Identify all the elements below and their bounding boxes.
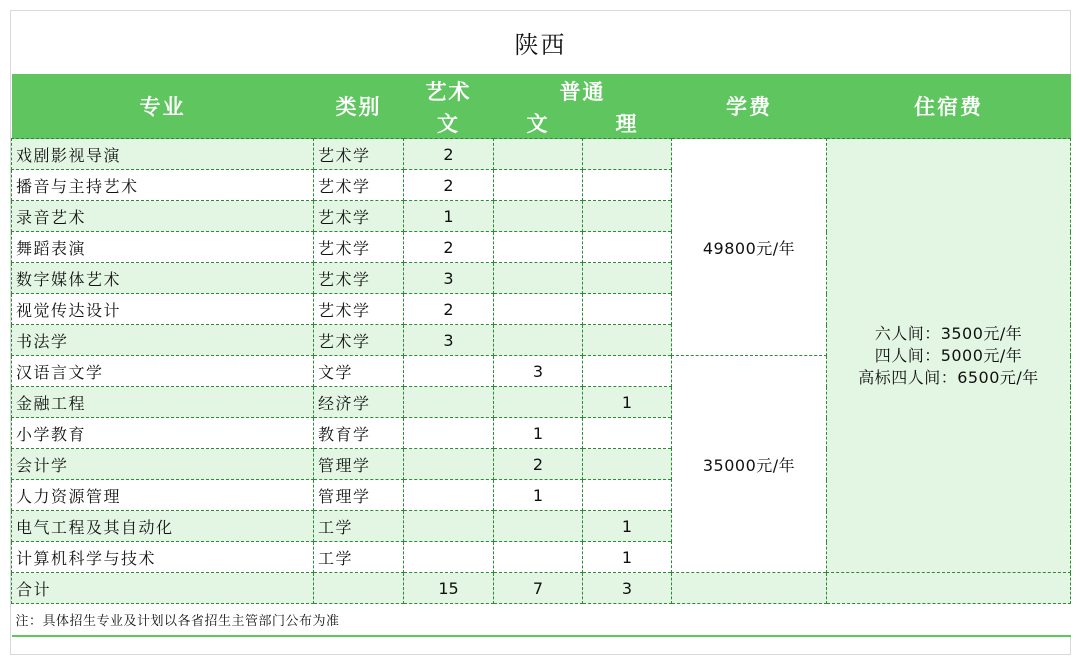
footnote: 注：具体招生专业及计划以各省招生主管部门公布为准 <box>12 604 1071 636</box>
art-count-cell <box>404 511 494 542</box>
wen-count-cell: 1 <box>494 418 583 449</box>
art-count-cell <box>404 480 494 511</box>
header-general: 普通 <box>494 74 672 107</box>
li-count-cell <box>583 480 672 511</box>
tuition-art-group: 49800元/年 <box>672 139 827 356</box>
wen-count-cell <box>494 232 583 263</box>
li-count-cell <box>583 449 672 480</box>
li-count-cell <box>583 170 672 201</box>
header-art: 艺术 <box>404 74 494 107</box>
page-title: 陕西 <box>514 31 567 59</box>
header-major: 专业 <box>12 74 314 139</box>
art-count-cell: 2 <box>404 139 494 170</box>
total-li-count: 3 <box>583 573 672 604</box>
major-cell: 金融工程 <box>12 387 314 418</box>
category-cell: 艺术学 <box>314 294 404 325</box>
tuition-general-group: 35000元/年 <box>672 356 827 573</box>
header-general-wen: 文 <box>494 107 583 139</box>
wen-count-cell <box>494 139 583 170</box>
art-count-cell <box>404 356 494 387</box>
note-row <box>12 604 1071 636</box>
category-cell: 经济学 <box>314 387 404 418</box>
wen-count-cell <box>494 542 583 573</box>
major-cell: 汉语言文学 <box>12 356 314 387</box>
art-count-cell <box>404 387 494 418</box>
total-category-cell <box>314 573 404 604</box>
art-count-cell: 2 <box>404 170 494 201</box>
li-count-cell <box>583 263 672 294</box>
li-count-cell <box>583 139 672 170</box>
wen-count-cell: 2 <box>494 449 583 480</box>
total-dorm-cell <box>827 573 1071 604</box>
category-cell: 艺术学 <box>314 139 404 170</box>
li-count-cell <box>583 232 672 263</box>
dorm-premium-four-person: 高标四人间：6500元/年 <box>858 367 1039 387</box>
art-count-cell: 1 <box>404 201 494 232</box>
wen-count-cell <box>494 387 583 418</box>
dorm-fee-cell <box>827 139 1071 573</box>
major-cell: 会计学 <box>12 449 314 480</box>
total-label: 合计 <box>12 573 314 604</box>
major-cell: 计算机科学与技术 <box>12 542 314 573</box>
total-art-count: 15 <box>404 573 494 604</box>
admission-sheet <box>10 10 1071 655</box>
major-cell: 小学教育 <box>12 418 314 449</box>
header-category: 类别 <box>314 74 404 139</box>
major-cell: 戏剧影视导演 <box>12 139 314 170</box>
dorm-six-person: 六人间：3500元/年 <box>874 323 1023 343</box>
category-cell: 管理学 <box>314 449 404 480</box>
category-cell: 艺术学 <box>314 170 404 201</box>
header-general-li: 理 <box>583 107 672 139</box>
art-count-cell <box>404 418 494 449</box>
wen-count-cell <box>494 294 583 325</box>
li-count-cell: 1 <box>583 387 672 418</box>
li-count-cell <box>583 294 672 325</box>
total-row <box>12 573 1071 604</box>
major-cell: 电气工程及其自动化 <box>12 511 314 542</box>
category-cell: 工学 <box>314 511 404 542</box>
category-cell: 艺术学 <box>314 232 404 263</box>
major-cell: 视觉传达设计 <box>12 294 314 325</box>
header-art-wen: 文 <box>404 107 494 139</box>
category-cell: 管理学 <box>314 480 404 511</box>
category-cell: 工学 <box>314 542 404 573</box>
wen-count-cell <box>494 170 583 201</box>
wen-count-cell <box>494 263 583 294</box>
total-wen-count: 7 <box>494 573 583 604</box>
category-cell: 艺术学 <box>314 325 404 356</box>
major-cell: 数字媒体艺术 <box>12 263 314 294</box>
wen-count-cell: 3 <box>494 356 583 387</box>
major-cell: 录音艺术 <box>12 201 314 232</box>
wen-count-cell <box>494 201 583 232</box>
major-cell: 书法学 <box>12 325 314 356</box>
art-count-cell <box>404 449 494 480</box>
header-dorm: 住宿费 <box>827 74 1071 139</box>
dorm-four-person: 四人间：5000元/年 <box>874 345 1023 365</box>
admission-plan-table <box>11 74 1071 637</box>
category-cell: 艺术学 <box>314 263 404 294</box>
li-count-cell <box>583 356 672 387</box>
li-count-cell <box>583 201 672 232</box>
art-count-cell: 3 <box>404 325 494 356</box>
art-count-cell: 2 <box>404 232 494 263</box>
table-row <box>12 139 1071 170</box>
wen-count-cell <box>494 325 583 356</box>
wen-count-cell: 1 <box>494 480 583 511</box>
li-count-cell <box>583 325 672 356</box>
wen-count-cell <box>494 511 583 542</box>
category-cell: 艺术学 <box>314 201 404 232</box>
li-count-cell: 1 <box>583 542 672 573</box>
li-count-cell <box>583 418 672 449</box>
category-cell: 教育学 <box>314 418 404 449</box>
art-count-cell <box>404 542 494 573</box>
category-cell: 文学 <box>314 356 404 387</box>
major-cell: 人力资源管理 <box>12 480 314 511</box>
li-count-cell: 1 <box>583 511 672 542</box>
major-cell: 舞蹈表演 <box>12 232 314 263</box>
header-tuition: 学费 <box>672 74 827 139</box>
art-count-cell: 3 <box>404 263 494 294</box>
art-count-cell: 2 <box>404 294 494 325</box>
total-tuition-cell <box>672 573 827 604</box>
major-cell: 播音与主持艺术 <box>12 170 314 201</box>
